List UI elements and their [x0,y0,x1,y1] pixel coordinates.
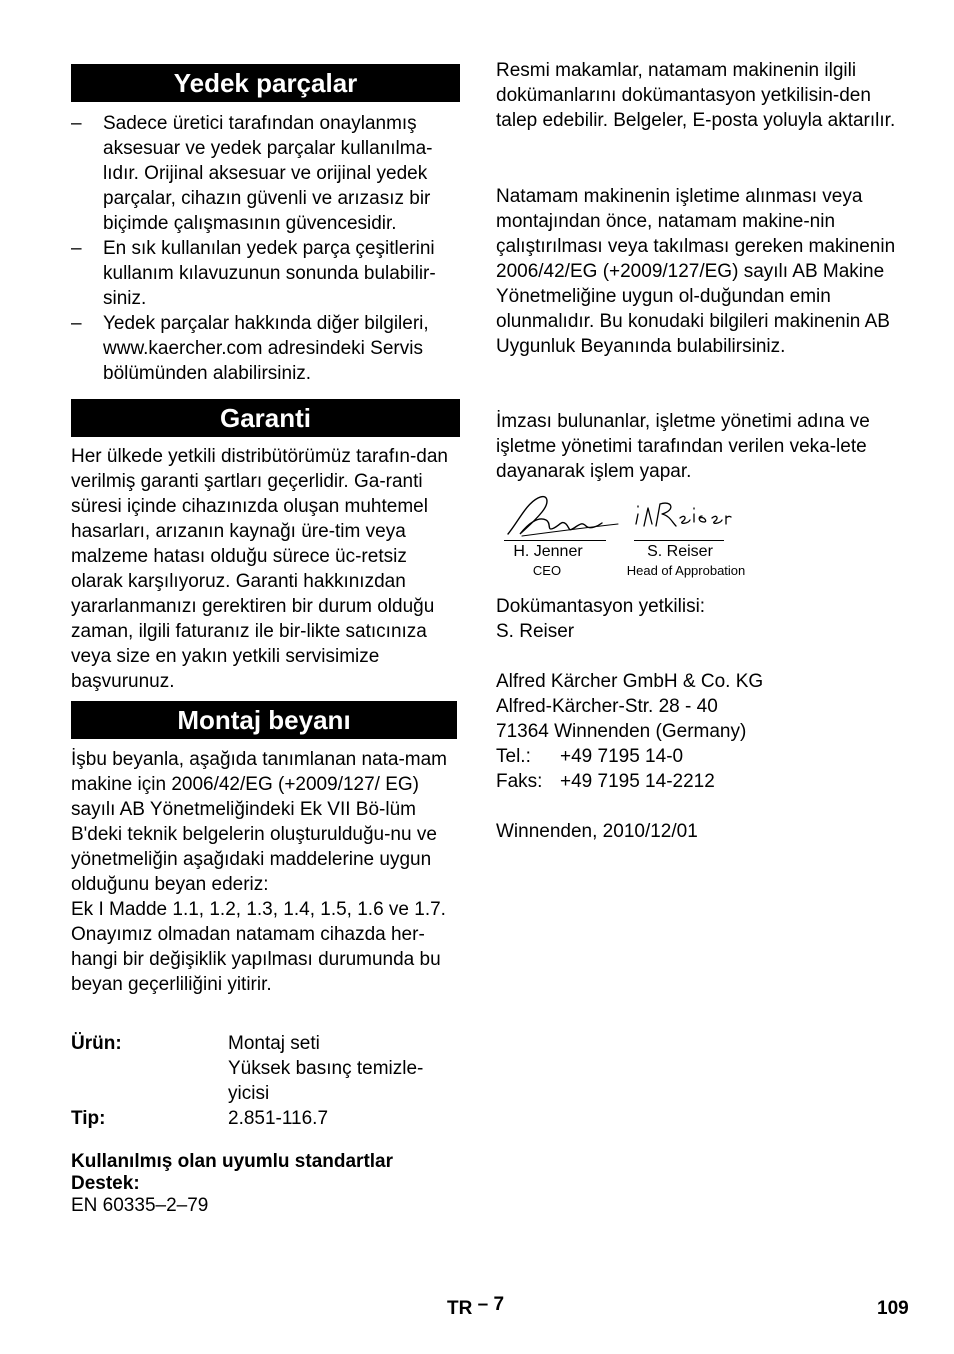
standards-title: Kullanılmış olan uyumlu standartlar [71,1151,394,1172]
declaration-validity: Onayımız olmadan natamam cihazda her-hangi bir değişiklik yapılması durumunda bu beyan geçerliliğini yitirir. [71,924,441,995]
table-row [71,1106,460,1131]
fax-value: +49 7195 14-2212 [560,771,715,792]
heading-declaration: Montaj beyanı [71,701,457,739]
company-name: Alfred Kärcher GmbH & Co. KG [496,671,764,692]
product-label: Ürün: [71,1033,122,1054]
signatory-role: Head of Approbation [626,563,746,578]
type-label: Tip: [71,1108,106,1129]
support-label: Destek: [71,1173,140,1194]
product-value [228,1031,460,1106]
fax-label: Faks: [496,771,543,792]
signatory-role: CEO [532,563,562,578]
list-item: – En sık kullanılan yedek parça çeşitlerini kullanım kılavuzunun sonunda bulabilir-siniz. [71,236,460,311]
authorities-paragraph: Resmi makamlar, natamam makinenin ilgili dokümanlarını dokümantasyon yetkilisin-den talep edebilir. Belgeler, E-posta yoluyla aktarılır. [496,60,896,131]
footer-section-page: – 7 [477,1294,505,1315]
warranty-text: Her ülkede yetkili distribütörümüz tarafın-dan verilmiş garanti şartları geçerlidir. Ga-ranti süresi içinde cihazınızda oluşan muhtemel hasarları, arızanın kaynağı üre-tim veya malzeme hatası olduğu sürece üc-retsiz olarak karşılıyoruz. Garanti hakkınızdan yararlanmanızı gerektiren bir durum olduğu zaman, ilgili faturanız ile bir-likte satıcınıza veya size en yakın yetkili servisimize başvurunuz. [71,446,449,692]
footer-language: TR [447,1298,473,1319]
table-row [71,1031,460,1106]
type-value: 2.851-116.7 [228,1108,329,1129]
doc-officer-name: S. Reiser [496,621,575,642]
place-date: Winnenden, 2010/12/01 [496,821,698,842]
declaration-articles: Ek I Madde 1.1, 1.2, 1.3, 1.4, 1.5, 1.6 ve 1.7. [71,899,446,920]
declaration-body [71,747,460,997]
list-item: – Yedek parçalar hakkında diğer bilgileri, www.kaercher.com adresindeki Servis bölümünden alabilirsiniz. [71,311,460,386]
product-spec-table [71,1031,460,1131]
signature-line [634,540,724,541]
phone-row [496,744,896,769]
standards-block [71,1149,460,1218]
company-address [496,669,896,794]
list-item: – Sadece üretici tarafından onaylanmış aksesuar ve yedek parçalar kullanılma-lıdır. Orijinal aksesuar ve orijinal yedek parçalar, cihazın güvenli ve arızasız bir biçimde çalışmasının güvencesidir. [71,111,460,236]
documentation-officer [496,594,896,644]
doc-officer-label: Dokümantasyon yetkilisi: [496,596,706,617]
signature-line [504,540,606,541]
company-street: Alfred-Kärcher-Str. 28 - 40 [496,696,718,717]
product-value-line: Montaj seti [228,1033,320,1054]
signatory-name: H. Jenner [513,543,583,560]
signature-area [496,490,896,590]
signatories-paragraph: İmzası bulunanlar, işletme yönetimi adına ve işletme yönetimi tarafından verilen veka-lete dayanarak işlem yapar. [496,411,870,482]
footer-section [447,1294,505,1320]
declaration-paragraph: İşbu beyanla, aşağıda tanımlanan nata-mam makine için 2006/42/EG (+2009/127/ EG) sayılı AB Yönetmeliğindeki Ek VII Bö-lüm B'deki teknik belgelerin oluşturulduğu-nu ve yönetmeliğin aşağıdaki maddelerine uygun olduğunu beyan ederiz: [71,749,448,895]
standard-value: EN 60335–2–79 [71,1195,209,1216]
heading-spare-parts: Yedek parçalar [71,64,460,102]
commissioning-paragraph: Natamam makinenin işletime alınması veya montajından önce, natamam makine-nin çalıştırılması veya takılması gereken makinenin 2006/42/EG (+2009/127/EG) sayılı AB Makine Yönetmeliğine uygun ol-duğundan emin olunmalıdır. Bu konudaki bilgileri makinenin AB Uygunluk Beyanında bulabilirsiniz. [496,186,896,357]
phone-label: Tel.: [496,746,531,767]
phone-value: +49 7195 14-0 [560,746,684,767]
company-city: 71364 Winnenden (Germany) [496,721,747,742]
page-number: 109 [877,1298,909,1319]
signatory-name: S. Reiser [647,543,713,560]
signature-reiser-icon [632,496,732,538]
signature-jenner-icon [502,490,622,542]
heading-warranty: Garanti [71,399,460,437]
fax-row [496,769,896,794]
product-value-line: Yüksek basınç temizle-yicisi [228,1058,424,1104]
spare-parts-list [71,111,460,386]
